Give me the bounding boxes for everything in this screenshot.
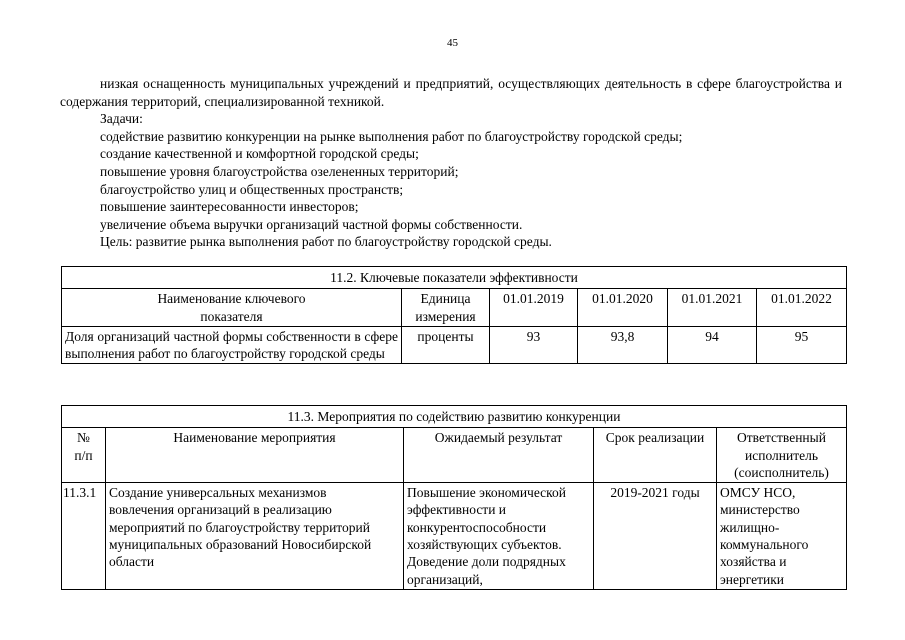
- kpi-indicator-name: Доля организаций частной формы собственности в сфере выполнения работ по благоустройству городской среды: [62, 326, 402, 364]
- task-item: благоустройство улиц и общественных пространств;: [100, 181, 404, 197]
- measures-header-term: Срок реализации: [594, 428, 717, 483]
- kpi-value-2022: 95: [757, 326, 847, 364]
- text-block: [60, 75, 842, 251]
- table-row: [62, 483, 847, 590]
- measure-number: 11.3.1: [62, 483, 106, 590]
- kpi-header-row: [62, 289, 847, 327]
- measure-name: Создание универсальных механизмов вовлечения организаций в реализацию мероприятий по благоустройству территорий муниципальных образований Новосибирской области: [106, 483, 404, 590]
- table-row: [62, 326, 847, 364]
- measures-header-row: [62, 428, 847, 483]
- measures-header-number: № п/п: [62, 428, 106, 483]
- measures-header-name: Наименование мероприятия: [106, 428, 404, 483]
- kpi-value-2021: 94: [668, 326, 757, 364]
- kpi-header-unit: Единица измерения: [402, 289, 490, 327]
- kpi-header-indicator: Наименование ключевого показателя: [62, 289, 402, 327]
- page-number: 45: [447, 37, 458, 49]
- measures-header-executor: Ответственный исполнитель (соисполнитель): [717, 428, 847, 483]
- measures-table: [61, 405, 847, 590]
- kpi-header-2020: 01.01.2020: [578, 289, 668, 327]
- kpi-header-2021: 01.01.2021: [668, 289, 757, 327]
- kpi-header-2022: 01.01.2022: [757, 289, 847, 327]
- kpi-value-2020: 93,8: [578, 326, 668, 364]
- kpi-value-2019: 93: [490, 326, 578, 364]
- task-item: повышение заинтересованности инвесторов;: [100, 199, 359, 215]
- kpi-unit: проценты: [402, 326, 490, 364]
- tasks-heading: Задачи:: [100, 111, 143, 127]
- kpi-table-caption: 11.2. Ключевые показатели эффективности: [62, 267, 847, 289]
- goal-paragraph: Цель: развитие рынка выполнения работ по благоустройству городской среды.: [100, 234, 552, 250]
- task-item: создание качественной и комфортной городской среды;: [100, 146, 419, 162]
- measures-table-caption: 11.3. Мероприятия по содействию развитию конкуренции: [62, 406, 847, 428]
- kpi-header-2019: 01.01.2019: [490, 289, 578, 327]
- kpi-table: [61, 266, 847, 364]
- measure-executor: ОМСУ НСО, министерство жилищно-коммунального хозяйства и энергетики: [717, 483, 847, 590]
- task-item: содействие развитию конкуренции на рынке выполнения работ по благоустройству городской среды;: [100, 128, 683, 144]
- task-item: повышение уровня благоустройства озелененных территорий;: [100, 163, 459, 179]
- measure-term: 2019-2021 годы: [594, 483, 717, 590]
- measure-result: Повышение экономической эффективности и конкурентоспособности хозяйствующих субъектов. Доведение доли подрядных организаций,: [404, 483, 594, 590]
- measures-header-result: Ожидаемый результат: [404, 428, 594, 483]
- intro-paragraph: низкая оснащенность муниципальных учреждений и предприятий, осуществляющих деятельность в сфере благоустройства и содержания территорий, специализированной техникой.: [60, 76, 842, 109]
- task-item: увеличение объема выручки организаций частной формы собственности.: [100, 216, 523, 232]
